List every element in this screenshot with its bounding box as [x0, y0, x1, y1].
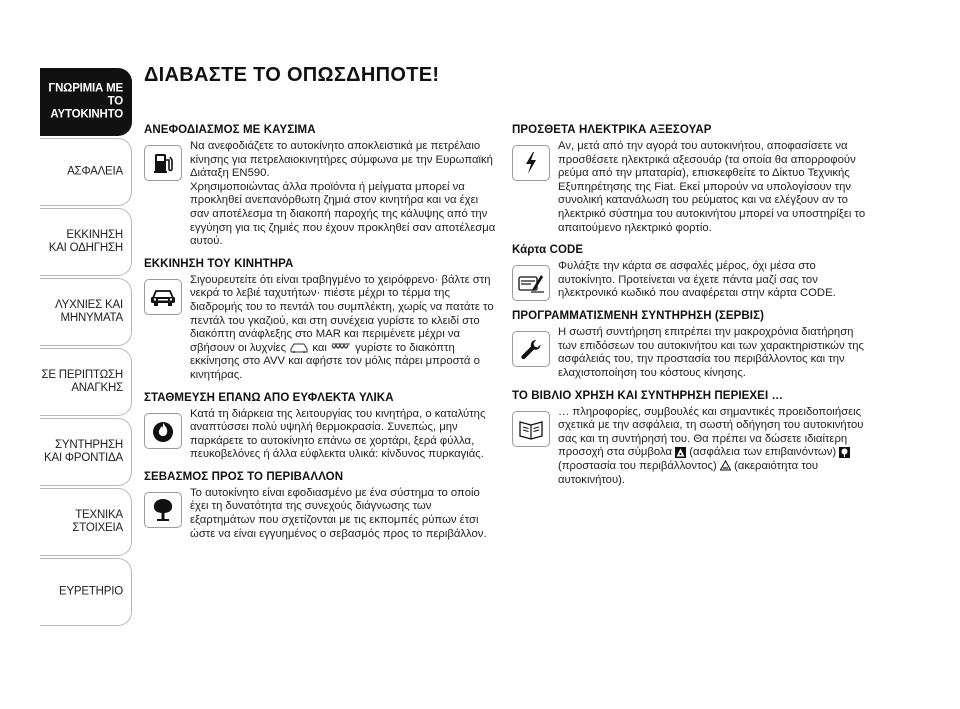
- paragraph: [558, 406, 874, 488]
- tab-vehicle-knowledge[interactable]: [40, 68, 132, 136]
- vehicle-integrity-icon: [720, 460, 731, 471]
- tab-label: ΣΥΝΤΗΡΗΣΗ ΚΑΙ ΦΡΟΝΤΙΔΑ: [44, 439, 123, 464]
- right-column: [512, 124, 874, 496]
- section-title: ΠΡΟΓΡΑΜΜΑΤΙΣΜΕΝΗ ΣΥΝΤΗΡΗΣΗ (ΣΕΡΒΙΣ): [512, 310, 765, 323]
- paragraph-text: (προστασία του περιβάλλοντος): [558, 459, 717, 472]
- tab-index[interactable]: [40, 558, 132, 626]
- warning-light-icon: [289, 342, 309, 353]
- tab-label: ΣΕ ΠΕΡΙΠΤΩΣΗ ΑΝΑΓΚΗΣ: [41, 369, 123, 394]
- paragraph: Αν, μετά από την αγορά του αυτοκινήτου, αποφασίσετε να προσθέσετε ηλεκτρικά αξεσουάρ (τα οποία θα απορροφούν ρεύμα από την μπαταρία), επισκεφθείτε το Δίκτυο Τεχνικής Εξυπηρέτησης της Fiat. Εκεί μπορούν να υπολογίσουν την συνολική κατανάλωση του ρεύματος και να ελέγξουν αν το ηλεκτρικό σύστημα του αυτοκινήτου μπορεί να υποστηρίξει το απαιτούμενο ηλεκτρικό φορτίο.: [558, 140, 866, 234]
- tab-label: ΑΣΦΑΛΕΙΑ: [67, 165, 123, 178]
- paragraph: Το αυτοκίνητο είναι εφοδιασμένο με ένα σύστημα το οποίο έχει τη δυνατότητα της συνεχούς διάγνωσης των εξαρτημάτων που σχετίζονται με τις εκπομπές ρύπων έτσι ώστε να είναι εγγυημένος ο σεβασμός προς το περιβάλλον.: [190, 486, 487, 540]
- glow-plug-icon: [330, 342, 352, 353]
- section-manual-contents: [512, 390, 874, 488]
- paragraph-text: (ακεραιότητα του αυτοκινήτου).: [558, 459, 819, 486]
- paragraph: Η σωστή συντήρηση επιτρέπει την μακροχρόνια διατήρηση των επιδόσεων του αυτοκινήτου και των χαρακτηριστικών της ασφάλειάς του, την προστασία του περιβάλλοντος και την ελαχιστοποίηση του κόστους κίνησης.: [558, 326, 864, 379]
- lightning-icon: [512, 145, 550, 181]
- car-icon: [144, 279, 182, 315]
- paragraph-text: Σιγουρευτείτε ότι είναι τραβηγμένο το χειρόφρενο· βάλτε στη νεκρά το λεβιέ ταχυτήτων· πιέστε μέχρι το τέρμα της διαδρομής του το πεντάλ του συμπλέκτη, χωρίς να πατάτε το πεντάλ του γκαζιού, και στη συνέχεια γυρίστε το κλειδί στο διακόπτη ανάφλεξης στο MAR και περιμένετε μέχρι να σβήσουν οι λυχνίες: [190, 273, 494, 354]
- fire-icon: [144, 413, 182, 449]
- book-icon: [512, 411, 550, 447]
- section-title: ΤΟ ΒΙΒΛΙΟ ΧΡΗΣΗ ΚΑΙ ΣΥΝΤΗΡΗΣΗ ΠΕΡΙΕΧΕΙ …: [512, 389, 784, 402]
- paragraph: Κατά τη διάρκεια της λειτουργίας του κινητήρα, ο καταλύτης αναπτύσσει πολύ υψηλή θερμοκρασία. Συνεπώς, μην παρκάρετε το αυτοκίνητο επάνω σε χορτάρι, ξερά φύλλα, πευκοβελόνες ή άλλα εύφλεκτα υλικά: κίνδυνος πυρκαγιάς.: [190, 407, 486, 461]
- tab-label: ΓΝΩΡΙΜΙΑ ΜΕ ΤΟ ΑΥΤΟΚΙΝΗΤΟ: [48, 82, 123, 121]
- tree-icon: [144, 492, 182, 528]
- section-title: ΑΝΕΦΟΔΙΑΣΜΟΣ ΜΕ ΚΑΥΣΙΜΑ: [144, 124, 316, 136]
- paragraph: Φυλάξτε την κάρτα σε ασφαλές μέρος, όχι μέσα στο αυτοκίνητο. Προτείνεται να έχετε πάντα μαζί σας τον ηλεκτρονικό κωδικό που αναφέρεται στην κάρτα CODE.: [558, 260, 836, 300]
- section-title: ΣΕΒΑΣΜΟΣ ΠΡΟΣ ΤΟ ΠΕΡΙΒΑΛΛΟΝ: [144, 470, 344, 483]
- tab-maintenance[interactable]: [40, 418, 132, 486]
- paragraph-text: γυρίστε το διακόπτη εκκίνησης στο AVV και αφήστε τον μόλις πάρει μπροστά ο κινητήρας.: [190, 341, 480, 381]
- paragraph: Χρησιμοποιώντας άλλα προϊόντα ή μείγματα μπορεί να προκληθεί ανεπανόρθωτη ζημιά στον κινητήρα και να έχει σαν αποτέλεσμα τη διακοπή παροχής της κάλυψης από την εγγύηση για τις ζημιές που έχουν προκληθεί σαν αποτέλεσμα αυτού.: [190, 180, 496, 248]
- tab-label: ΕΥΡΕΤΗΡΙΟ: [58, 585, 123, 598]
- tab-starting-driving[interactable]: [40, 208, 132, 276]
- occupant-safety-icon: [675, 447, 686, 458]
- paragraph-text: … πληροφορίες, συμβουλές και σημαντικές προειδοποιήσεις σχετικά με την ασφάλεια, τη σωστή οδήγηση του αυτοκινήτου σας και τη συντήρησή του. Θα πρέπει να δώσετε ιδιαίτερη προσοχή στα σύμβολα: [558, 405, 864, 459]
- page-title: ΔΙΑΒΑΣΤΕ ΤΟ ΟΠΩΣΔΗΠΟΤΕ!: [144, 64, 440, 86]
- tab-warning-lights[interactable]: [40, 278, 132, 346]
- tab-label: ΕΚΚΙΝΗΣΗ ΚΑΙ ΟΔΗΓΗΣΗ: [48, 229, 123, 254]
- section-code-card: [512, 244, 874, 301]
- code-card-icon: [512, 265, 550, 301]
- section-refueling: [144, 124, 496, 249]
- tab-label: ΛΥΧΝΙΕΣ ΚΑΙ ΜΗΝΥΜΑΤΑ: [55, 299, 123, 324]
- section-parking-flammable: [144, 392, 496, 462]
- section-scheduled-service: [512, 310, 874, 380]
- section-title: ΣΤΑΘΜΕΥΣΗ ΕΠΑΝΩ ΑΠΟ ΕΥΦΛΕΚΤΑ ΥΛΙΚΑ: [144, 391, 394, 404]
- section-electrical-accessories: [512, 124, 874, 235]
- section-title: ΠΡΟΣΘΕΤΑ ΗΛΕΚΤΡΙΚΑ ΑΞΕΣΟΥΑΡ: [512, 124, 712, 136]
- wrench-icon: [512, 331, 550, 367]
- paragraph-text: και: [312, 341, 327, 354]
- environment-protection-icon: [839, 447, 850, 458]
- paragraph: [190, 274, 496, 383]
- section-title: Κάρτα CODE: [512, 244, 584, 257]
- section-environment: [144, 471, 496, 541]
- sidebar-tabs: [40, 68, 132, 628]
- paragraph-text: (ασφάλεια των επιβαινόντων): [689, 446, 837, 459]
- tab-safety[interactable]: [40, 138, 132, 206]
- left-column: [144, 124, 496, 550]
- tab-technical-data[interactable]: [40, 488, 132, 556]
- section-engine-start: [144, 258, 496, 383]
- paragraph: Να ανεφοδιάζετε το αυτοκίνητο αποκλειστικά με πετρέλαιο κίνησης για πετρελαιοκινητήρες σύμφωνα με την Ευρωπαϊκή Διάταξη EN590.: [190, 140, 493, 180]
- section-title: ΕΚΚΙΝΗΣΗ ΤΟΥ ΚΙΝΗΤΗΡΑ: [144, 257, 294, 270]
- tab-label: ΤΕΧΝΙΚΑ ΣΤΟΙΧΕΙΑ: [72, 509, 123, 534]
- fuel-pump-icon: [144, 145, 182, 181]
- tab-emergency[interactable]: [40, 348, 132, 416]
